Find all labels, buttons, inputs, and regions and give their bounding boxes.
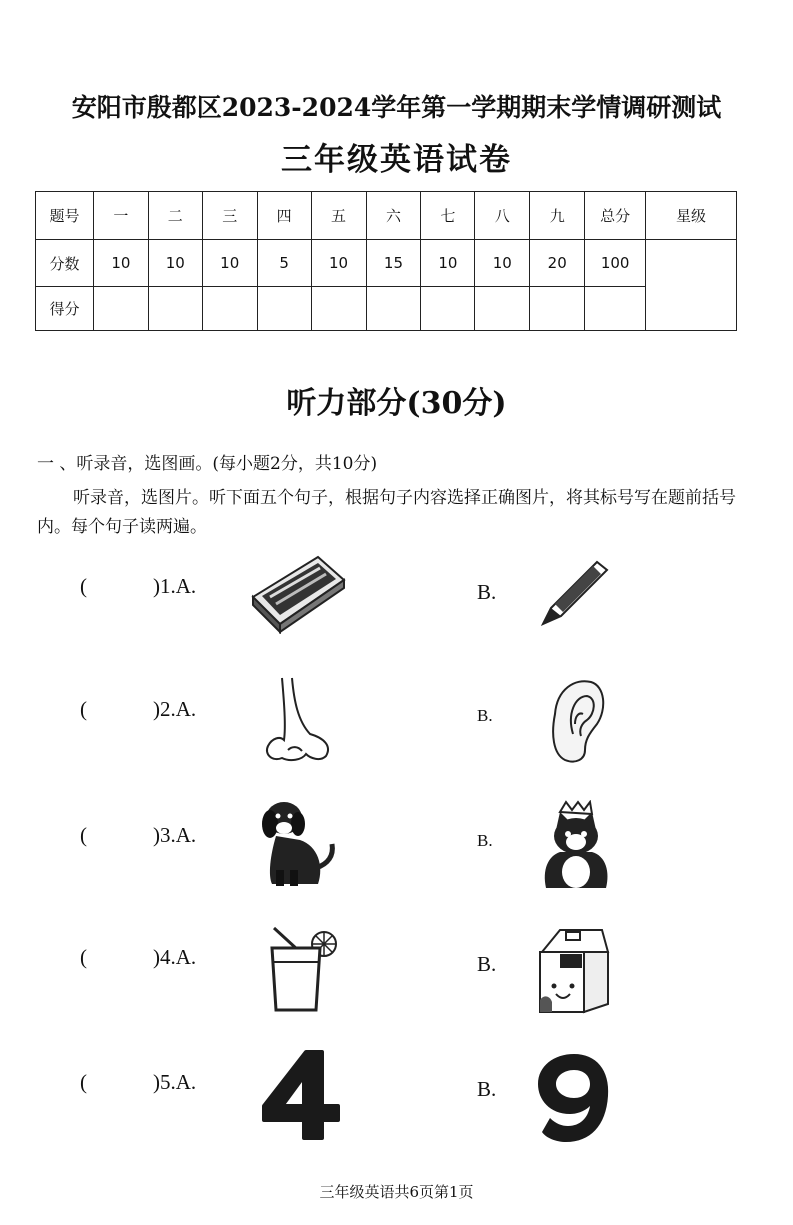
score-cell[interactable]: [421, 286, 475, 330]
answer-blank-1[interactable]: (: [80, 574, 87, 598]
answer-blank-5[interactable]: (: [80, 1070, 87, 1094]
option-b-label-3: B.: [477, 831, 493, 850]
ear-icon: [545, 674, 610, 766]
cat-icon: [538, 800, 614, 892]
question-label-4: )4.A.: [153, 945, 197, 969]
pen-icon: [535, 556, 610, 631]
question-label-3: )3.A.: [153, 823, 197, 847]
number-nine-icon: [534, 1050, 614, 1144]
answer-blank-3[interactable]: (: [80, 823, 87, 847]
points-cell: 5: [257, 240, 311, 286]
score-cell[interactable]: [585, 286, 646, 330]
pencil-box-icon: [248, 552, 348, 634]
option-b-label-1: B.: [477, 580, 497, 604]
option-b-label-5: B.: [477, 1077, 497, 1101]
col-header: 三: [202, 192, 257, 240]
points-cell: 10: [93, 240, 148, 286]
exam-title: 安阳市殷都区2023-2024学年第一学期期末学情调研测试: [71, 93, 722, 122]
points-cell: 10: [148, 240, 202, 286]
col-header: 五: [311, 192, 366, 240]
col-header-rating: 星级: [646, 192, 737, 240]
col-header-total: 总分: [585, 192, 646, 240]
points-cell: 15: [366, 240, 421, 286]
juice-icon: [268, 924, 338, 1014]
question-label-1: )1.A.: [153, 574, 197, 598]
score-table: [35, 191, 737, 331]
rating-cell[interactable]: [646, 240, 737, 331]
score-cell[interactable]: [530, 286, 585, 330]
row-label-points: 分数: [36, 240, 94, 286]
number-four-icon: [258, 1048, 346, 1142]
option-b-label-4: B.: [477, 952, 497, 976]
points-cell: 20: [530, 240, 585, 286]
answer-blank-2[interactable]: (: [80, 697, 87, 721]
col-header: 四: [257, 192, 311, 240]
score-cell[interactable]: [311, 286, 366, 330]
points-cell-total: 100: [585, 240, 646, 286]
points-cell: 10: [475, 240, 530, 286]
score-cell[interactable]: [202, 286, 257, 330]
score-cell[interactable]: [366, 286, 421, 330]
nose-icon: [262, 676, 337, 764]
score-cell[interactable]: [148, 286, 202, 330]
milk-icon: [530, 924, 614, 1016]
col-header: 九: [530, 192, 585, 240]
part1-instruction: 听录音，选图片。听下面五个句子，根据句子内容选择正确图片，将其标号写在题前括号内。每个句子读两遍。: [37, 488, 736, 537]
score-cell[interactable]: [93, 286, 148, 330]
page-footer: 三年级英语共6页第1页: [319, 1183, 474, 1201]
listening-section-title: 听力部分(30分): [286, 386, 507, 421]
col-header: 一: [93, 192, 148, 240]
row-label-question: 题号: [36, 192, 94, 240]
col-header: 八: [475, 192, 530, 240]
question-label-5: )5.A.: [153, 1070, 197, 1094]
points-cell: 10: [202, 240, 257, 286]
answer-blank-4[interactable]: (: [80, 945, 87, 969]
points-cell: 10: [311, 240, 366, 286]
row-label-score: 得分: [36, 286, 94, 330]
score-cell[interactable]: [475, 286, 530, 330]
col-header: 七: [421, 192, 475, 240]
score-cell[interactable]: [257, 286, 311, 330]
option-b-label-2: B.: [477, 706, 493, 725]
part1-heading: 一 、听录音，选图画。(每小题2分，共10分): [37, 454, 378, 474]
dog-icon: [260, 796, 342, 888]
question-label-2: )2.A.: [153, 697, 197, 721]
col-header: 二: [148, 192, 202, 240]
points-cell: 10: [421, 240, 475, 286]
col-header: 六: [366, 192, 421, 240]
exam-subtitle: 三年级英语试卷: [281, 142, 512, 178]
